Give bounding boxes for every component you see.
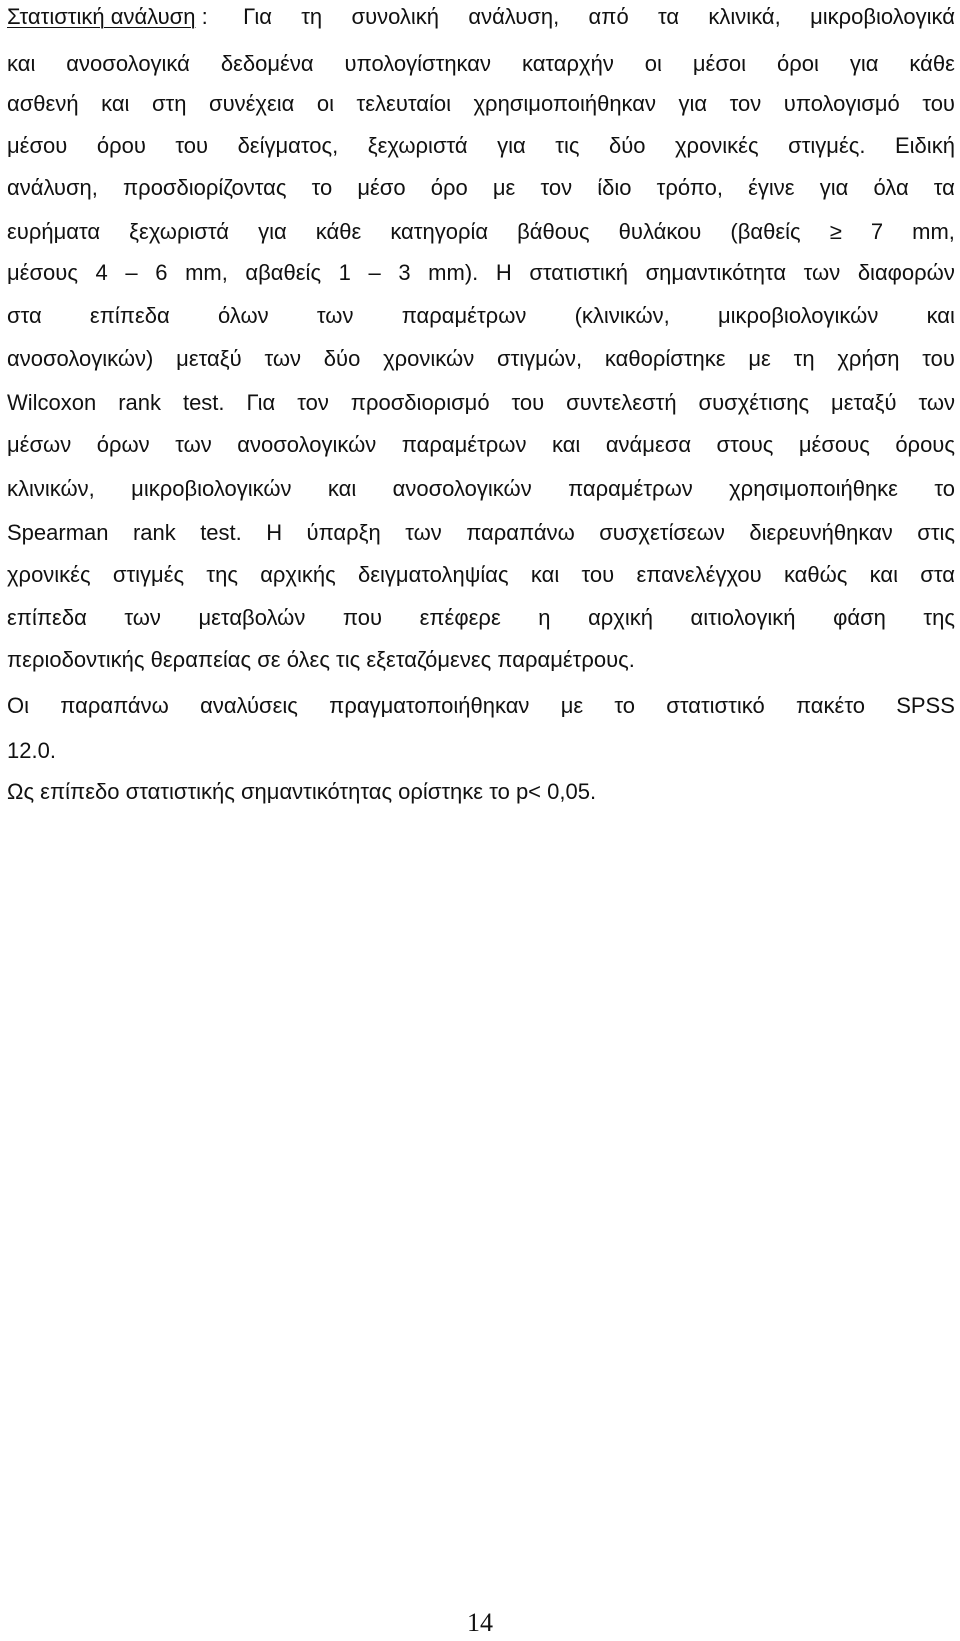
paragraph-line — [7, 691, 955, 721]
word: σημαντικότητα — [645, 260, 787, 285]
word: 1 — [338, 260, 351, 285]
word: (κλινικών, — [574, 303, 670, 328]
word: του — [922, 346, 955, 371]
word: mm, — [912, 219, 955, 244]
word: συσχέτισης — [698, 390, 810, 415]
word: ευρήματα — [7, 219, 101, 244]
word: Για — [243, 4, 272, 29]
word: χρονικές — [675, 133, 759, 158]
word: τις — [555, 133, 580, 158]
word: αιτιολογική — [690, 605, 796, 630]
word: όρους — [895, 432, 955, 457]
word: πακέτο — [795, 693, 865, 718]
word: όλα — [873, 175, 909, 200]
word: στη — [151, 91, 187, 116]
word: του — [511, 390, 545, 415]
word: στιγμών, — [497, 346, 583, 371]
word: χρονικών — [383, 346, 475, 371]
word: επέφερε — [419, 605, 501, 630]
word: και — [327, 476, 357, 501]
word: και — [7, 51, 36, 76]
word: όλων — [217, 303, 269, 328]
word: 4 — [95, 260, 108, 285]
word: το — [311, 175, 333, 200]
word: και — [530, 562, 560, 587]
word: 3 — [398, 260, 411, 285]
paragraph-line — [7, 301, 955, 331]
word: ξεχωριστά — [367, 133, 468, 158]
word: κλινικά, — [708, 4, 781, 29]
paragraph-line — [7, 173, 955, 203]
word: ξεχωριστά — [129, 219, 230, 244]
word: τα — [933, 175, 955, 200]
word: χρησιμοποιήθηκε — [729, 476, 898, 501]
word: αβαθείς — [245, 260, 322, 285]
word: από — [588, 4, 629, 29]
word: παραπάνω — [60, 693, 169, 718]
word: της — [206, 562, 238, 587]
word: παραμέτρων — [401, 303, 527, 328]
word: στατιστικό — [666, 693, 765, 718]
paragraph-line — [7, 2, 955, 32]
word: χρησιμοποιήθηκαν — [473, 91, 657, 116]
word: επανελέγχου — [636, 562, 762, 587]
word: η — [538, 605, 551, 630]
paragraph-line — [7, 560, 955, 590]
paragraph-line — [7, 131, 955, 161]
word: τη — [301, 4, 323, 29]
word: των — [803, 260, 841, 285]
word: 7 — [870, 219, 884, 244]
word: στους — [716, 432, 774, 457]
word: παραμέτρων — [401, 432, 527, 457]
word: ίδιο — [597, 175, 632, 200]
word: των — [264, 346, 301, 371]
word: ύπαρξη — [306, 520, 381, 545]
word: καθορίστηκε — [604, 346, 726, 371]
paragraph-line: περιοδοντικής θεραπείας σε όλες τις εξεταζόμενες παραμέτρους. — [7, 647, 635, 672]
word: παραμέτρων — [568, 476, 693, 501]
word: ανοσολογικών) — [7, 346, 154, 371]
word: και — [926, 303, 955, 328]
word: με — [748, 346, 771, 371]
word: αρχική — [588, 605, 653, 630]
word: αναλύσεις — [200, 693, 298, 718]
paragraph-line — [7, 603, 955, 633]
word: δύο — [608, 133, 646, 158]
word: στις — [917, 520, 955, 545]
word: και — [869, 562, 899, 587]
word: χρονικές — [7, 562, 91, 587]
word: φάση — [833, 605, 886, 630]
word: μέσους — [798, 432, 870, 457]
word: τον — [729, 91, 762, 116]
word: τα — [658, 4, 680, 29]
word: για — [497, 133, 526, 158]
word: δειγματοληψίας — [357, 562, 509, 587]
word: επίπεδα — [7, 605, 87, 630]
word: που — [342, 605, 383, 630]
word: καταρχήν — [521, 51, 614, 76]
paragraph-line — [7, 474, 955, 504]
word: Η — [266, 520, 283, 545]
word: των — [175, 432, 212, 457]
word: – — [125, 260, 138, 285]
paragraph-line — [7, 388, 955, 418]
word: τρόπο, — [656, 175, 723, 200]
word: κάθε — [909, 51, 955, 76]
word: διερευνήθηκαν — [749, 520, 893, 545]
word: προσδιορίζοντας — [123, 175, 287, 200]
word: χρήση — [837, 346, 900, 371]
word: των — [316, 303, 354, 328]
word: δεδομένα — [220, 51, 314, 76]
word: συνολική — [351, 4, 440, 29]
word: για — [849, 51, 879, 76]
word: ανάλυση, — [7, 175, 98, 200]
word: στιγμές — [112, 562, 185, 587]
word: μέσοι — [692, 51, 747, 76]
word: όροι — [777, 51, 819, 76]
paragraph-line — [7, 49, 955, 79]
word: Spearman — [7, 520, 109, 545]
paragraph-line — [7, 518, 955, 548]
word: στατιστική — [529, 260, 628, 285]
word: όρου — [96, 133, 146, 158]
word: μεταβολών — [198, 605, 306, 630]
word: επίπεδα — [89, 303, 170, 328]
word: μέσου — [7, 133, 68, 158]
word: βάθους — [517, 219, 590, 244]
word: – — [368, 260, 381, 285]
word: δείγματος, — [237, 133, 339, 158]
word: 6 — [155, 260, 168, 285]
word: όρων — [96, 432, 150, 457]
word: Για — [246, 390, 276, 415]
word: μέσους — [7, 260, 78, 285]
word: οι — [644, 51, 662, 76]
word: συντελεστή — [566, 390, 677, 415]
word: ανοσολογικά — [66, 51, 190, 76]
word: Η — [495, 260, 512, 285]
word: μεταξύ — [176, 346, 242, 371]
word: υπολογισμό — [783, 91, 900, 116]
word: παραπάνω — [466, 520, 575, 545]
word: ανοσολογικών — [237, 432, 377, 457]
word: για — [258, 219, 287, 244]
word: mm). — [428, 260, 479, 285]
word: μεταξύ — [831, 390, 897, 415]
word: rank — [118, 390, 161, 415]
word: των — [124, 605, 161, 630]
word: στα — [7, 303, 42, 328]
word: ασθενή — [7, 91, 79, 116]
word: με — [560, 693, 584, 718]
word: κλινικών, — [7, 476, 95, 501]
word: υπολογίστηκαν — [344, 51, 492, 76]
word: του — [175, 133, 209, 158]
paragraph-line — [7, 344, 955, 374]
word: για — [819, 175, 849, 200]
word: κατηγορία — [390, 219, 489, 244]
word: test. — [200, 520, 242, 545]
word: test. — [182, 390, 225, 415]
word: διαφορών — [857, 260, 955, 285]
word: τον — [540, 175, 573, 200]
word: ανάμεσα — [605, 432, 692, 457]
paragraph-line — [7, 217, 955, 247]
word: πραγματοποιήθηκαν — [329, 693, 530, 718]
paragraph-line — [7, 89, 955, 119]
paragraph-line: 12.0. — [7, 738, 56, 763]
word: το — [614, 693, 636, 718]
word: μέσο — [357, 175, 406, 200]
word: με — [492, 175, 516, 200]
word: του — [581, 562, 615, 587]
word: μικροβιολογικών — [717, 303, 879, 328]
word: το — [934, 476, 955, 501]
word: μικροβιολογικά — [810, 4, 955, 29]
word: Wilcoxon — [7, 390, 97, 415]
word: mm, — [185, 260, 228, 285]
word: SPSS — [896, 693, 955, 718]
word: καθώς — [783, 562, 848, 587]
word: rank — [132, 520, 176, 545]
word: όρο — [430, 175, 468, 200]
section-heading-group — [7, 2, 214, 32]
word: και — [101, 91, 130, 116]
word: των — [918, 390, 955, 415]
word: για — [678, 91, 708, 116]
word: τη — [793, 346, 815, 371]
word: συνέχεια — [208, 91, 295, 116]
word: συσχετίσεων — [599, 520, 725, 545]
word: (βαθείς — [730, 219, 801, 244]
word: έγινε — [748, 175, 795, 200]
word: και — [551, 432, 581, 457]
page-number: 14 — [467, 1608, 493, 1637]
paragraph-line: Ως επίπεδο στατιστικής σημαντικότητας ορίστηκε το p< 0,05. — [7, 779, 597, 804]
word: στα — [920, 562, 955, 587]
word: Οι — [7, 693, 29, 718]
heading-separator: : — [195, 4, 214, 29]
word: οι — [316, 91, 335, 116]
word: προσδιορισμό — [350, 390, 490, 415]
word: του — [922, 91, 955, 116]
word: μικροβιολογικών — [131, 476, 292, 501]
word: αρχικής — [260, 562, 336, 587]
word: κάθε — [315, 219, 362, 244]
word: τελευταίοι — [356, 91, 451, 116]
paragraph-line — [7, 258, 955, 288]
word: θυλάκου — [618, 219, 702, 244]
word: δύο — [323, 346, 361, 371]
word: των — [405, 520, 442, 545]
section-heading: Στατιστική ανάλυση — [7, 4, 196, 29]
paragraph-line — [7, 430, 955, 460]
word: ≥ — [829, 219, 842, 244]
word: μέσων — [7, 432, 72, 457]
word: τον — [297, 390, 329, 415]
word: ανοσολογικών — [392, 476, 532, 501]
word: της — [923, 605, 955, 630]
word: ανάλυση, — [468, 4, 560, 29]
word: στιγμές. — [788, 133, 866, 158]
word: Ειδική — [895, 133, 955, 158]
